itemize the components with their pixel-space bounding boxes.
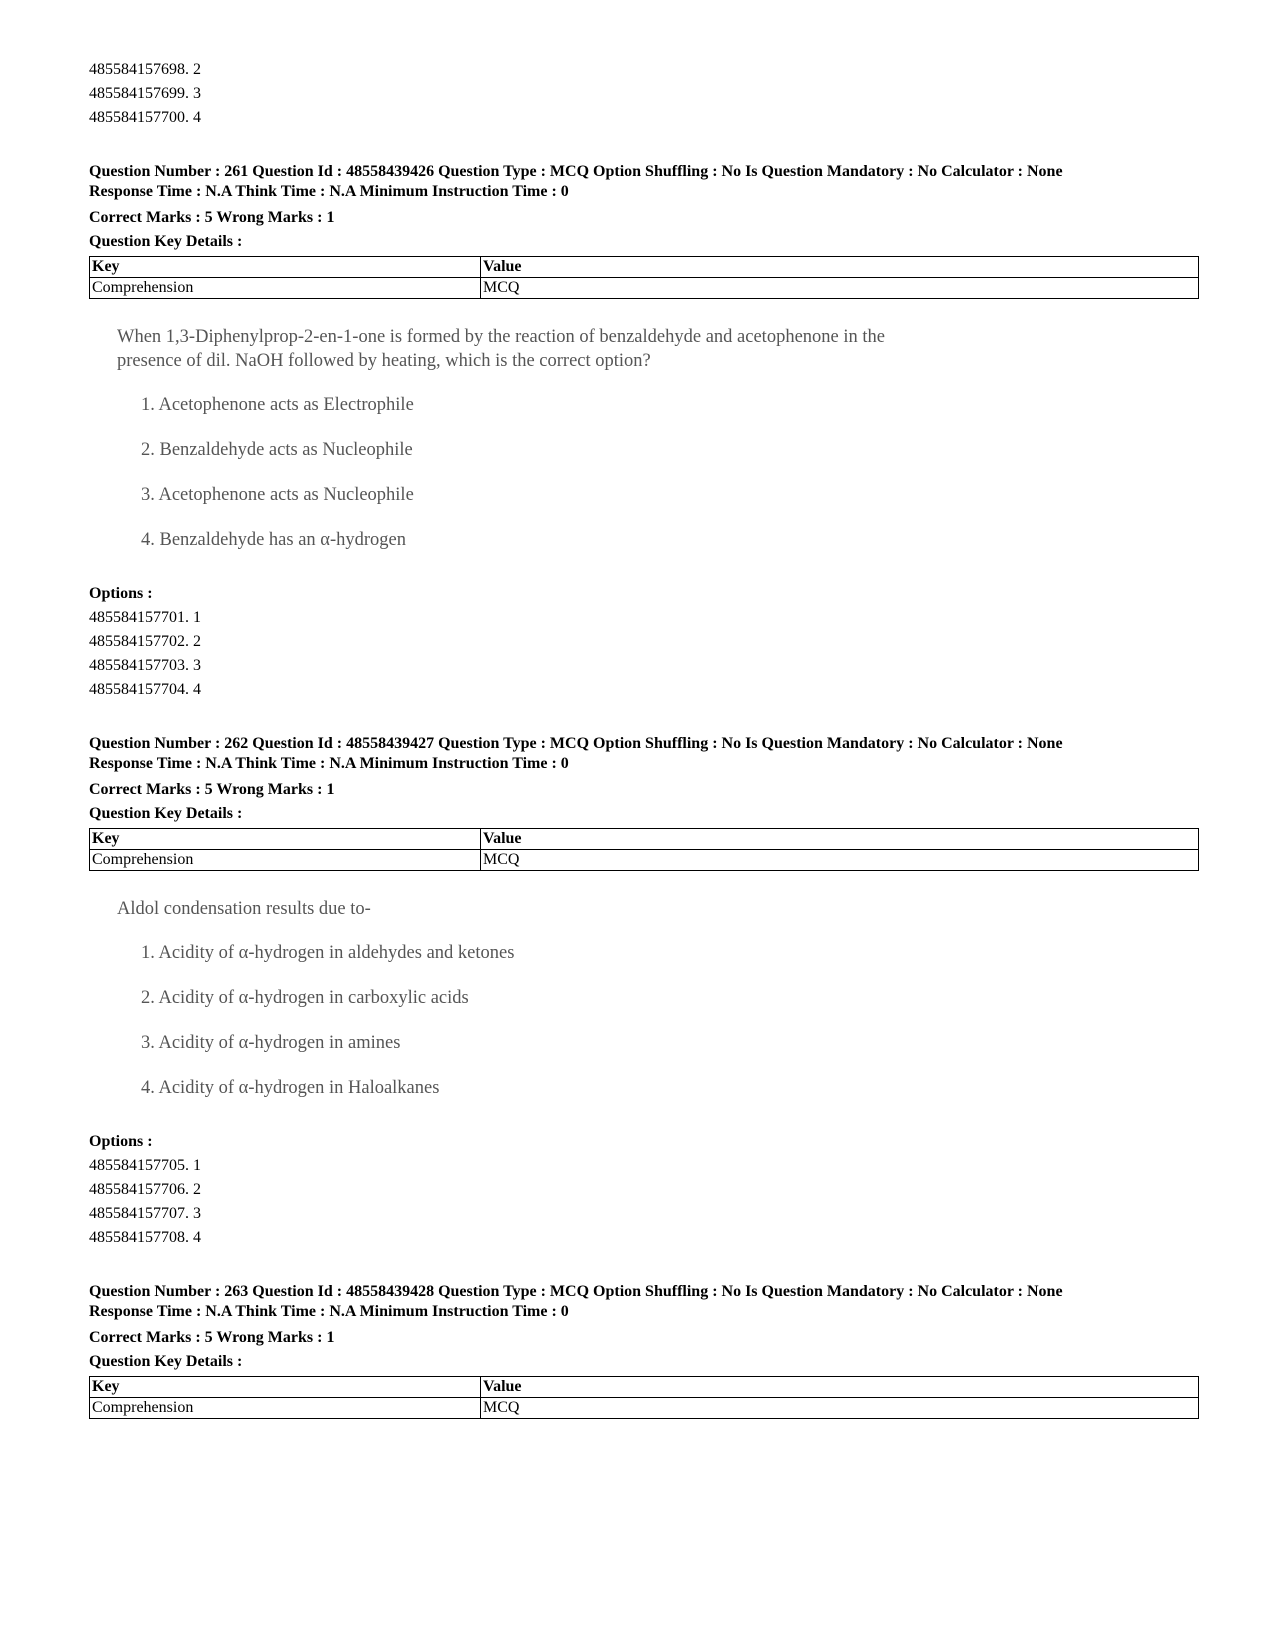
answer-choice: 1. Acetophenone acts as Electrophile — [141, 395, 414, 415]
answer-choice: 1. Acidity of α-hydrogen in aldehydes and ketones — [141, 943, 515, 963]
table-cell-value: MCQ — [481, 278, 1199, 299]
table-cell-value: MCQ — [481, 1398, 1199, 1419]
answer-choice: 3. Acidity of α-hydrogen in amines — [141, 1033, 401, 1053]
table-row — [90, 850, 1199, 871]
table-header-key: Key — [90, 257, 481, 278]
options-list — [89, 606, 1189, 702]
question-header — [89, 162, 1189, 202]
previous-options-list — [89, 58, 1189, 130]
table-cell-value: MCQ — [481, 850, 1199, 871]
document-page — [89, 58, 1189, 1419]
options-list — [89, 1154, 1189, 1250]
table-header-key: Key — [90, 829, 481, 850]
key-details-table — [89, 1376, 1199, 1419]
key-details-label: Question Key Details : — [89, 233, 243, 250]
option-line: 485584157705. 1 — [89, 1157, 201, 1174]
question-image — [117, 897, 1189, 1100]
table-cell-key: Comprehension — [90, 1398, 481, 1419]
marks-line: Correct Marks : 5 Wrong Marks : 1 — [89, 209, 335, 226]
question-263-block — [89, 1282, 1189, 1419]
question-261-block — [89, 162, 1189, 702]
answer-choice: 2. Benzaldehyde acts as Nucleophile — [141, 440, 413, 460]
answer-choice: 3. Acetophenone acts as Nucleophile — [141, 485, 414, 505]
table-header-value: Value — [481, 1377, 1199, 1398]
question-stem-line: Aldol condensation results due to- — [117, 899, 371, 919]
option-line: 485584157698. 2 — [89, 61, 201, 78]
table-header-row — [90, 1377, 1199, 1398]
key-details-label: Question Key Details : — [89, 805, 243, 822]
table-cell-key: Comprehension — [90, 850, 481, 871]
question-stem-line: presence of dil. NaOH followed by heating, which is the correct option? — [117, 351, 651, 371]
option-line: 485584157707. 3 — [89, 1205, 201, 1222]
key-details-table — [89, 828, 1199, 871]
question-header-line-2: Response Time : N.A Think Time : N.A Minimum Instruction Time : 0 — [89, 1303, 569, 1320]
answer-choice: 4. Benzaldehyde has an α-hydrogen — [141, 530, 407, 550]
table-header-row — [90, 257, 1199, 278]
question-header-line-1: Question Number : 263 Question Id : 48558439428 Question Type : MCQ Option Shuffling : No Is Question Mandatory : No Calculator : None — [89, 1283, 1063, 1300]
question-header — [89, 734, 1189, 774]
table-header-key: Key — [90, 1377, 481, 1398]
question-header — [89, 1282, 1189, 1322]
table-header-row — [90, 829, 1199, 850]
marks-line: Correct Marks : 5 Wrong Marks : 1 — [89, 1329, 335, 1346]
key-details-table — [89, 256, 1199, 299]
option-line: 485584157704. 4 — [89, 681, 201, 698]
options-label: Options : — [89, 1133, 153, 1150]
options-label: Options : — [89, 585, 153, 602]
option-line: 485584157703. 3 — [89, 657, 201, 674]
answer-choice: 4. Acidity of α-hydrogen in Haloalkanes — [141, 1078, 440, 1098]
question-stem-line: When 1,3-Diphenylprop-2-en-1-one is formed by the reaction of benzaldehyde and acetophenone in the — [117, 327, 885, 347]
table-row — [90, 1398, 1199, 1419]
question-header-line-2: Response Time : N.A Think Time : N.A Minimum Instruction Time : 0 — [89, 755, 569, 772]
answer-choice: 2. Acidity of α-hydrogen in carboxylic acids — [141, 988, 469, 1008]
table-row — [90, 278, 1199, 299]
question-header-line-1: Question Number : 261 Question Id : 48558439426 Question Type : MCQ Option Shuffling : No Is Question Mandatory : No Calculator : None — [89, 163, 1063, 180]
question-header-line-2: Response Time : N.A Think Time : N.A Minimum Instruction Time : 0 — [89, 183, 569, 200]
question-image — [117, 325, 1189, 552]
question-262-block — [89, 734, 1189, 1250]
option-line: 485584157702. 2 — [89, 633, 201, 650]
option-line: 485584157708. 4 — [89, 1229, 201, 1246]
option-line: 485584157701. 1 — [89, 609, 201, 626]
option-line: 485584157699. 3 — [89, 85, 201, 102]
table-header-value: Value — [481, 257, 1199, 278]
marks-line: Correct Marks : 5 Wrong Marks : 1 — [89, 781, 335, 798]
key-details-label: Question Key Details : — [89, 1353, 243, 1370]
table-cell-key: Comprehension — [90, 278, 481, 299]
option-line: 485584157706. 2 — [89, 1181, 201, 1198]
question-header-line-1: Question Number : 262 Question Id : 48558439427 Question Type : MCQ Option Shuffling : No Is Question Mandatory : No Calculator : None — [89, 735, 1063, 752]
table-header-value: Value — [481, 829, 1199, 850]
option-line: 485584157700. 4 — [89, 109, 201, 126]
